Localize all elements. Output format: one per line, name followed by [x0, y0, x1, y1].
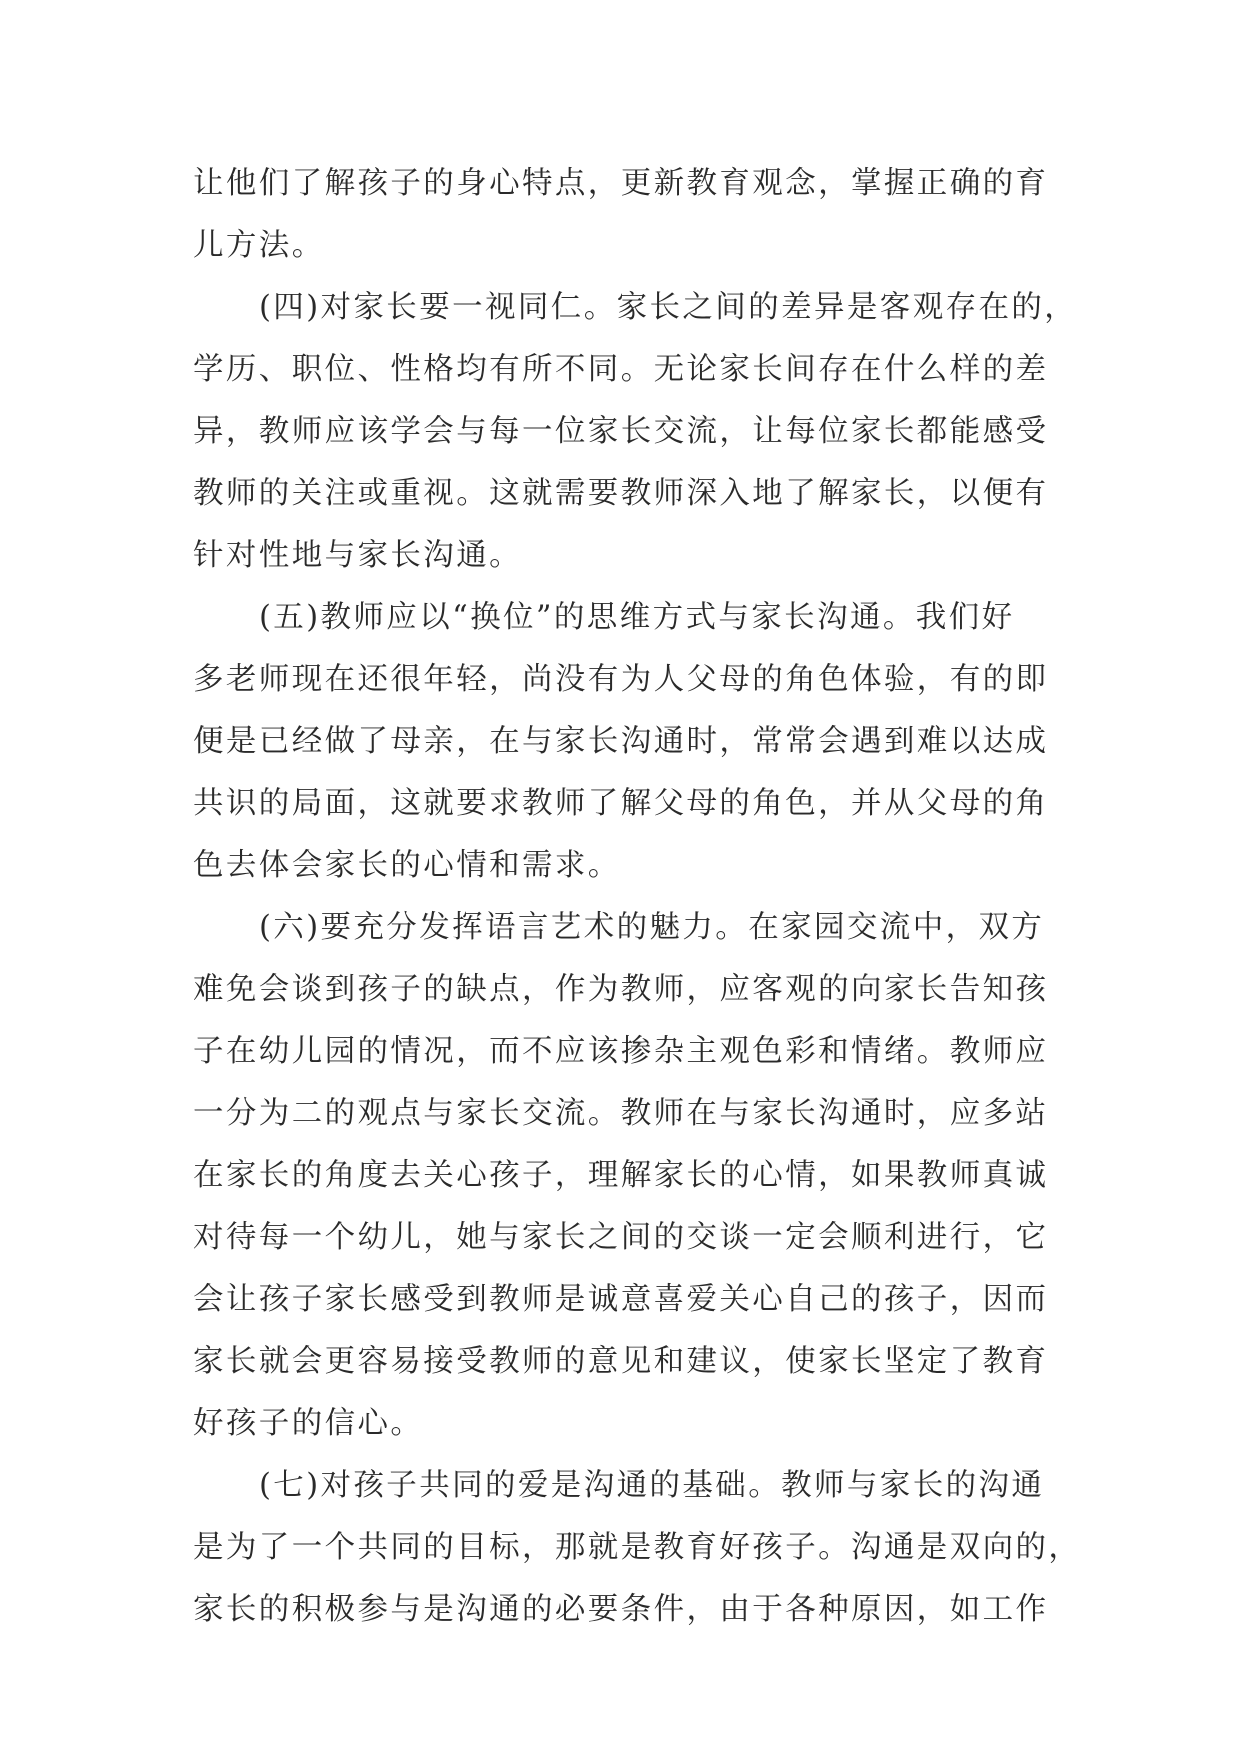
body-text [193, 153, 1082, 1641]
text-line: 难免会谈到孩子的缺点，作为教师，应客观的向家长告知孩 [193, 972, 1049, 1007]
text-line: 异，教师应该学会与每一位家长交流，让每位家长都能感受 [193, 414, 1049, 449]
text-line: 一分为二的观点与家长交流。教师在与家长沟通时，应多站 [193, 1096, 1049, 1131]
text-line: 是为了一个共同的目标，那就是教育好孩子。沟通是双向的， [193, 1530, 1082, 1565]
text-line: 共识的局面，这就要求教师了解父母的角色，并从父母的角 [193, 786, 1049, 821]
text-line: 家长的积极参与是沟通的必要条件，由于各种原因，如工作 [193, 1592, 1049, 1627]
text-line: 便是已经做了母亲，在与家长沟通时，常常会遇到难以达成 [193, 724, 1049, 759]
text-line: 多老师现在还很年轻，尚没有为人父母的角色体验，有的即 [193, 662, 1049, 697]
paragraph-first-line: (四)对家长要一视同仁。家长之间的差异是客观存在的， [259, 290, 1078, 325]
text-line: 对待每一个幼儿，她与家长之间的交谈一定会顺利进行，它 [193, 1220, 1049, 1255]
paragraph-first-line: (五)教师应以“换位”的思维方式与家长沟通。我们好 [259, 600, 1015, 635]
text-line: 在家长的角度去关心孩子，理解家长的心情，如果教师真诚 [193, 1158, 1049, 1193]
paragraph-first-line: (七)对孩子共同的爱是沟通的基础。教师与家长的沟通 [259, 1468, 1045, 1503]
text-line: 好孩子的信心。 [193, 1406, 424, 1441]
text-line: 儿方法。 [193, 228, 325, 263]
text-line: 学历、职位、性格均有所不同。无论家长间存在什么样的差 [193, 352, 1049, 387]
text-line: 子在幼儿园的情况，而不应该掺杂主观色彩和情绪。教师应 [193, 1034, 1049, 1069]
text-line: 色去体会家长的心情和需求。 [193, 848, 621, 883]
text-line: 让他们了解孩子的身心特点，更新教育观念，掌握正确的育 [193, 166, 1049, 201]
paragraph-first-line: (六)要充分发挥语言艺术的魅力。在家园交流中，双方 [259, 910, 1045, 945]
text-line: 针对性地与家长沟通。 [193, 538, 522, 573]
text-line: 家长就会更容易接受教师的意见和建议，使家长坚定了教育 [193, 1344, 1049, 1379]
text-line: 会让孩子家长感受到教师是诚意喜爱关心自己的孩子，因而 [193, 1282, 1049, 1317]
text-line: 教师的关注或重视。这就需要教师深入地了解家长，以便有 [193, 476, 1049, 511]
